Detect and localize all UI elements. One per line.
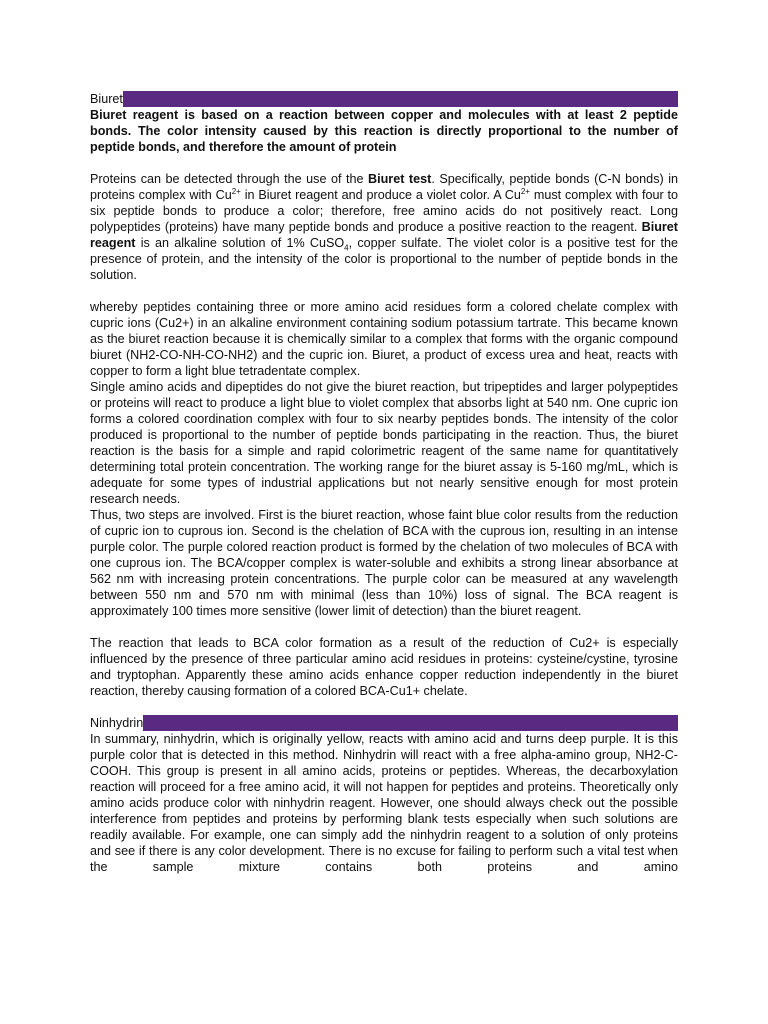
text-run: in Biuret reagent and produce a violet color. A Cu (240, 188, 521, 202)
biuret-paragraph-4: Thus, two steps are involved. First is the biuret reaction, whose faint blue color results from the reduction of cupric ion to cuprous ion. Second is the chelation of BCA with the cuprous ion, resulting in an intense purple color. The purple colored reaction product is formed by the chelation of two molecules of BCA with one cuprous ion. The BCA/copper complex is water-soluble and exhibits a strong linear absorbance at 562 nm with increasing protein concentrations. The purple color can be measured at any wavelength between 550 nm and 570 nm with minimal (less than 10%) loss of signal. The BCA reagent is approximately 100 times more sensitive (lower limit of detection) than the biuret reagent. (90, 508, 678, 618)
text-run: is an alkaline solution of 1% CuSO (135, 236, 345, 250)
biuret-paragraph-5: The reaction that leads to BCA color formation as a result of the reduction of Cu2+ is especially influenced by the presence of three particular amino acid residues in proteins: cysteine/cystine, tyrosine and tryptophan. Apparently these amino acids enhance copper reduction independently in the biuret reaction, thereby causing formation of a colored BCA-Cu1+ chelate. (90, 636, 678, 698)
section-header-ninhydrin (90, 715, 678, 731)
bold-term: Biuret test (368, 172, 432, 186)
biuret-paragraph-1 (90, 171, 678, 283)
ninhydrin-paragraph-1: In summary, ninhydrin, which is originally yellow, reacts with amino acid and turns deep purple. It is this purple color that is detected in this method. Ninhydrin will react with a free alpha-amino group, NH2-C-COOH. This group is present in all amino acids, proteins or peptides. Whereas, the decarboxylation reaction will proceed for a free amino acid, it will not happen for peptides and proteins. Theoretically only amino acids produce color with ninhydrin reagent. However, one should always check out the possible interference from peptides and proteins by performing blank tests especially when such solutions are readily available. For example, one can simply add the ninhydrin reagent to a solution of only proteins and see if there is any color development. There is no excuse for failing to perform such a vital test when the sample mixture contains both proteins and amino (90, 732, 678, 874)
header-bar (123, 91, 678, 107)
text-run: , copper sulfate. The violet color is a positive test for the presence of protein, and the intensity of the color is proportional to the number of peptide bonds in the solution. (90, 236, 678, 282)
spacer (90, 699, 678, 715)
biuret-paragraph-2: whereby peptides containing three or more amino acid residues form a colored chelate complex with cupric ions (Cu2+) in an alkaline environment containing sodium potassium tartrate. This became known as the biuret reaction because it is chemically similar to a complex that forms with the organic compound biuret (NH2-CO-NH-CO-NH2) and the cupric ion. Biuret, a product of excess urea and heat, reacts with copper to form a light blue tetradentate complex. (90, 300, 678, 378)
superscript: 2+ (520, 186, 530, 196)
bold-term: Biuret reagent (90, 220, 678, 250)
section-title: Biuret (90, 92, 123, 106)
section-title: Ninhydrin (90, 716, 144, 730)
section-header-biuret (90, 91, 678, 107)
spacer (90, 155, 678, 171)
text-run: must complex with four to six peptide bonds to produce a color; therefore, free amino acids do not positively react. Long polypeptides (proteins) have many peptide bonds and produce a positive reaction to the reagent. (90, 188, 678, 234)
spacer (90, 619, 678, 635)
spacer (90, 283, 678, 299)
document-page (90, 91, 678, 875)
header-bar (143, 715, 678, 731)
lead-paragraph: Biuret reagent is based on a reaction between copper and molecules with at least 2 peptide bonds. The color intensity caused by this reaction is directly proportional to the number of peptide bonds, and therefore the amount of protein (90, 108, 678, 154)
text-run: . Specifically, peptide bonds (C-N bonds) in proteins complex with Cu (90, 172, 678, 202)
subscript: 4 (344, 243, 349, 253)
text-run: Proteins can be detected through the use of the (90, 172, 369, 186)
superscript: 2+ (231, 186, 241, 196)
biuret-paragraph-3: Single amino acids and dipeptides do not give the biuret reaction, but tripeptides and larger polypeptides or proteins will react to produce a light blue to violet complex that absorbs light at 540 nm. One cupric ion forms a colored coordination complex with four to six nearby peptides bonds. The intensity of the color produced is proportional to the number of peptide bonds participating in the reaction. Thus, the biuret reaction is the basis for a simple and rapid colorimetric reagent of the same name for quantitatively determining total protein concentration. The working range for the biuret assay is 5-160 mg/mL, which is adequate for some types of industrial applications but not nearly sensitive enough for most protein research needs. (90, 380, 678, 506)
